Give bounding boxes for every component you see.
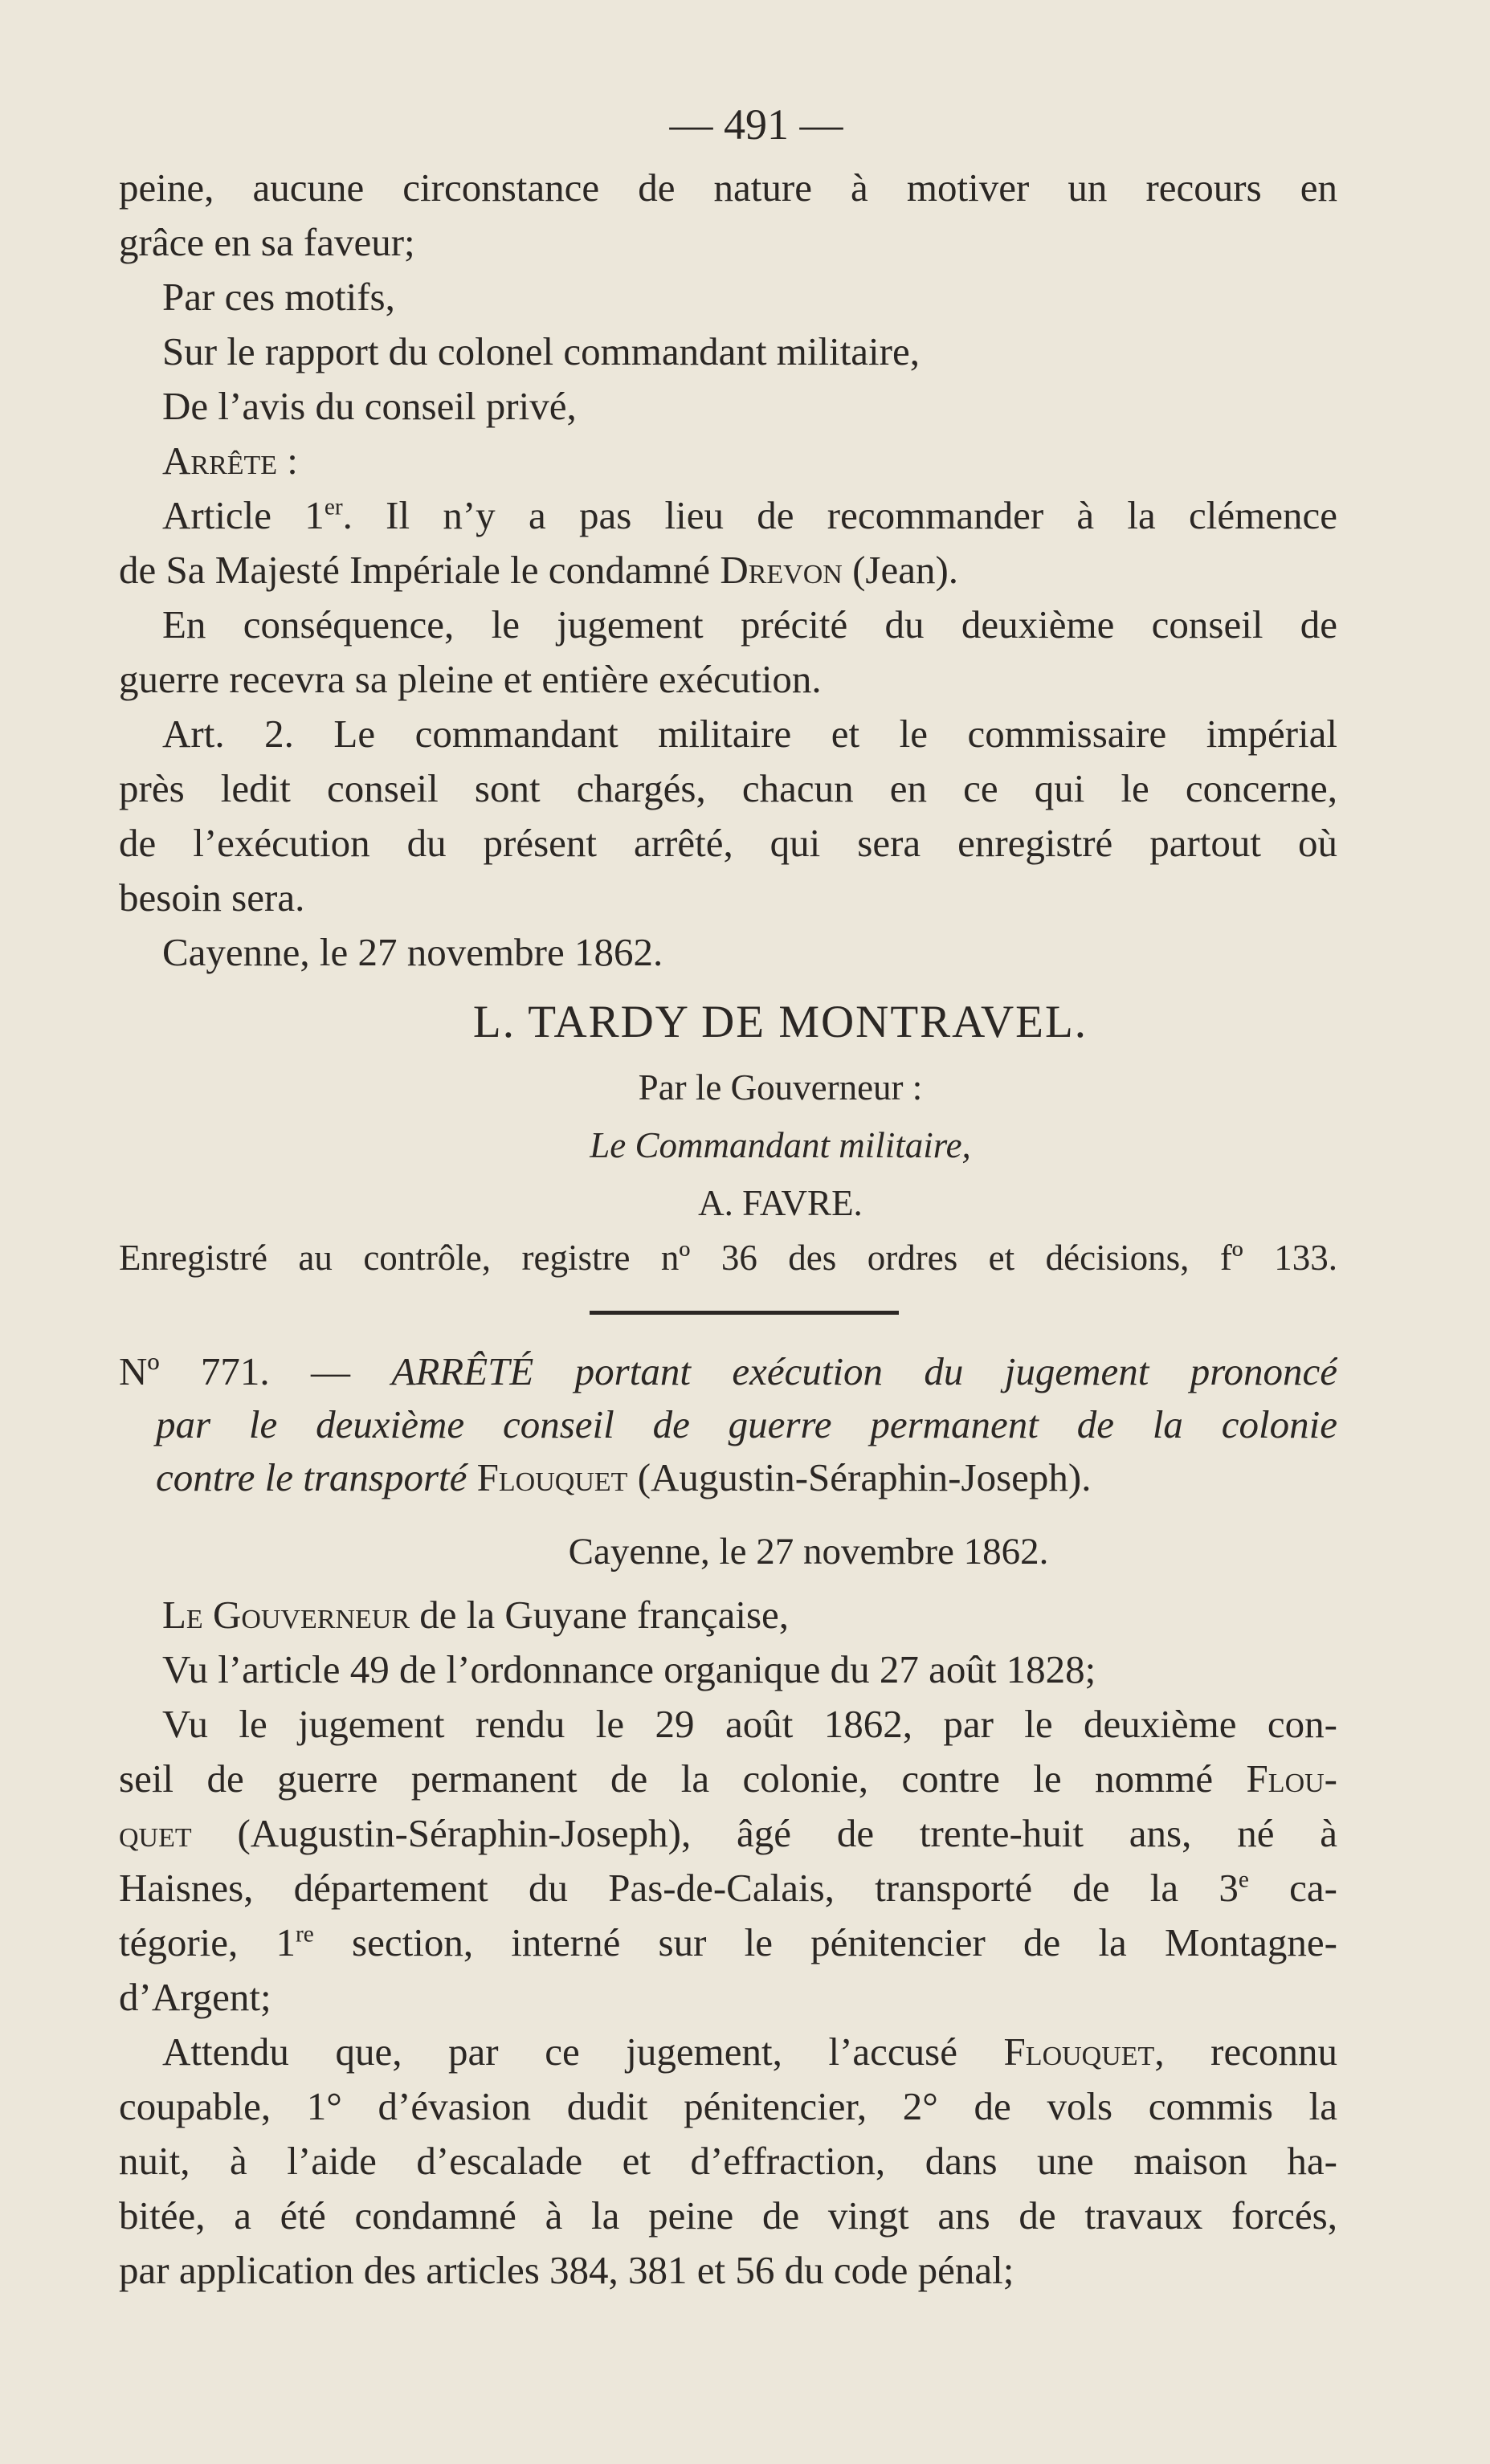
page-number: — 491 — (669, 100, 843, 149)
article-1-line: Article 1er. Il n’y a pas lieu de recommander à la clémence (162, 493, 1337, 537)
registration-note: Enregistré au contrôle, registre nº 36 des ordres et décisions, fº 133. (119, 1238, 1337, 1278)
text-line: peine, aucune circonstance de nature à motiver un recours en (119, 165, 1337, 210)
arrete-title: par le deuxième conseil de guerre permanent de la colonie (156, 1402, 1337, 1446)
arrete-title: Nº 771. — ARRÊTÉ portant exécution du jugement prononcé (119, 1349, 1337, 1393)
commandant-title: Le Commandant militaire, (590, 1125, 971, 1165)
text-line: grâce en sa faveur; (119, 220, 415, 264)
text-line: Vu le jugement rendu le 29 août 1862, par le deuxième con- (162, 1702, 1337, 1746)
text-line: besoin sera. (119, 875, 305, 920)
place-date: Cayenne, le 27 novembre 1862. (162, 930, 663, 974)
text-line: de Sa Majesté Impériale le condamné Drevon (Jean). (119, 548, 959, 592)
condemned-name: Drevon (720, 548, 843, 592)
text-line: Le Gouverneur de la Guyane française, (162, 1593, 790, 1637)
text-line: guerre recevra sa pleine et entière exécution. (119, 657, 822, 701)
text-line: coupable, 1° d’évasion dudit pénitencier, 2° de vols commis la (119, 2084, 1337, 2128)
arrete-heading: Arrête : (162, 439, 298, 483)
text-line: tégorie, 1re section, interné sur le pénitencier de la Montagne- (119, 1920, 1337, 1964)
text-line: bitée, a été condamné à la peine de vingt ans de travaux forcés, (119, 2193, 1337, 2238)
text-line: Art. 2. Le commandant militaire et le commissaire impérial (162, 712, 1337, 756)
text-line: De l’avis du conseil privé, (162, 384, 577, 428)
text-line: Haisnes, département du Pas-de-Calais, transporté de la 3e ca- (119, 1866, 1337, 1910)
text-line: près ledit conseil sont chargés, chacun en ce qui le concerne, (119, 766, 1337, 810)
signature: L. TARDY DE MONTRAVEL. (472, 997, 1088, 1047)
text-line: Attendu que, par ce jugement, l’accusé Flouquet, reconnu (162, 2030, 1337, 2074)
arrete-title: contre le transporté Flouquet (Augustin-Séraphin-Joseph). (156, 1455, 1092, 1499)
text-line: seil de guerre permanent de la colonie, contre le nommé Flou- (119, 1756, 1337, 1801)
arrete-date: Cayenne, le 27 novembre 1862. (568, 1531, 1049, 1573)
text-line: Vu l’article 49 de l’ordonnance organique du 27 août 1828; (162, 1647, 1096, 1691)
par-le-gouverneur: Par le Gouverneur : (638, 1067, 923, 1108)
separator-rule (590, 1311, 899, 1315)
text-line: Par ces motifs, (162, 275, 395, 319)
text-line: nuit, à l’aide d’escalade et d’effraction, dans une maison ha- (119, 2139, 1337, 2183)
text-line: d’Argent; (119, 1975, 271, 2019)
text-line: de l’exécution du présent arrêté, qui sera enregistré partout où (119, 821, 1337, 865)
text-line: Sur le rapport du colonel commandant militaire, (162, 329, 920, 373)
commandant-name: A. FAVRE. (698, 1183, 863, 1223)
text-line: par application des articles 384, 381 et 56 du code pénal; (119, 2248, 1014, 2292)
text-line: En conséquence, le jugement précité du deuxième conseil de (162, 602, 1337, 647)
text-line: quet (Augustin-Séraphin-Joseph), âgé de trente-huit ans, né à (119, 1811, 1337, 1855)
